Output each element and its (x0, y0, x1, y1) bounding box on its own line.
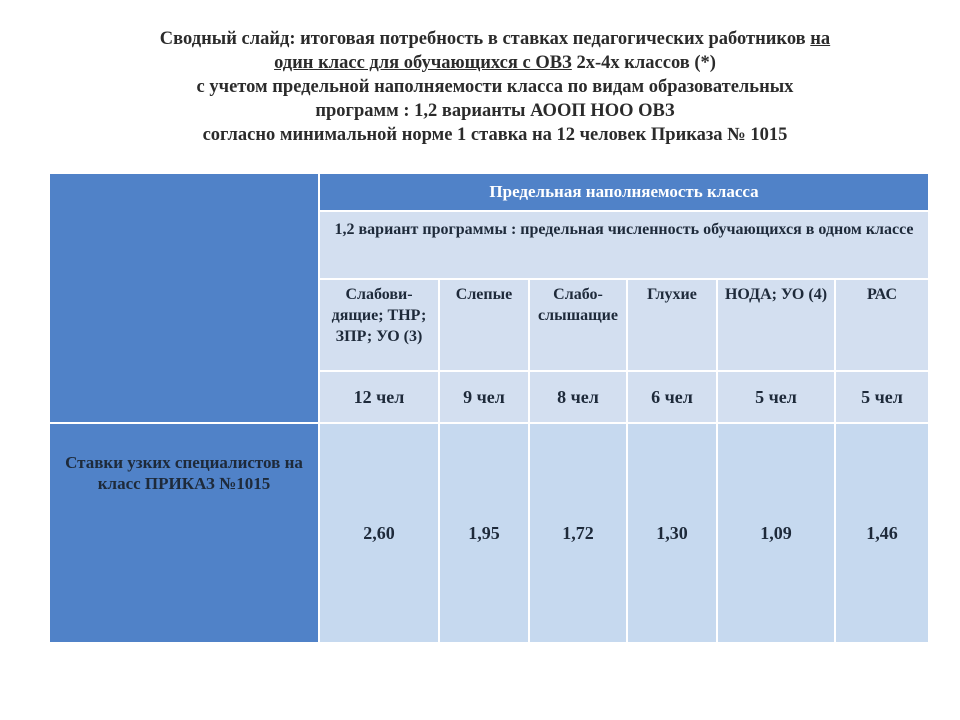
category-cell: Слабови-дящие; ТНР; ЗПР; УО (3) (319, 279, 439, 371)
value-cell: 2,60 (319, 423, 439, 643)
category-cell: Глухие (627, 279, 717, 371)
title-line-3: с учетом предельной наполняемости класса по видам образовательных (196, 77, 794, 97)
header-main: Предельная наполняемость класса (319, 173, 929, 211)
header-row-main (49, 173, 929, 211)
title-underlined-1: на (810, 29, 831, 49)
title-text-2: 2х-4х классов (*) (571, 53, 716, 73)
title-line-2 (70, 51, 920, 75)
title-line-4: программ : 1,2 варианты АООП НОО ОВЗ (315, 101, 675, 121)
corner-cell (49, 173, 319, 423)
value-cell: 1,72 (529, 423, 627, 643)
class-size-cell: 9 чел (439, 371, 529, 423)
value-cell: 1,46 (835, 423, 929, 643)
title-line-1 (70, 27, 920, 51)
class-size-cell: 5 чел (717, 371, 835, 423)
title-underlined-2: один класс для обучающихся с ОВЗ (274, 53, 572, 73)
category-cell: НОДА; УО (4) (717, 279, 835, 371)
value-cell: 1,09 (717, 423, 835, 643)
class-size-cell: 12 чел (319, 371, 439, 423)
title-text-1: Сводный слайд: итоговая потребность в ставках педагогических работников (159, 29, 811, 49)
title-line-5: согласно минимальной норме 1 ставка на 12 человек Приказа № 1015 (202, 125, 788, 145)
header-sub: 1,2 вариант программы : предельная численность обучающихся в одном классе (319, 211, 929, 279)
slide-title (70, 27, 920, 147)
category-cell: РАС (835, 279, 929, 371)
category-cell: Слепые (439, 279, 529, 371)
row-label: Ставки узких специалистов на класс ПРИКАЗ №1015 (49, 423, 319, 643)
staffing-table (48, 172, 930, 644)
class-size-cell: 5 чел (835, 371, 929, 423)
value-cell: 1,30 (627, 423, 717, 643)
value-cell: 1,95 (439, 423, 529, 643)
class-size-cell: 8 чел (529, 371, 627, 423)
values-row (49, 423, 929, 643)
category-cell: Слабо-слышащие (529, 279, 627, 371)
class-size-cell: 6 чел (627, 371, 717, 423)
